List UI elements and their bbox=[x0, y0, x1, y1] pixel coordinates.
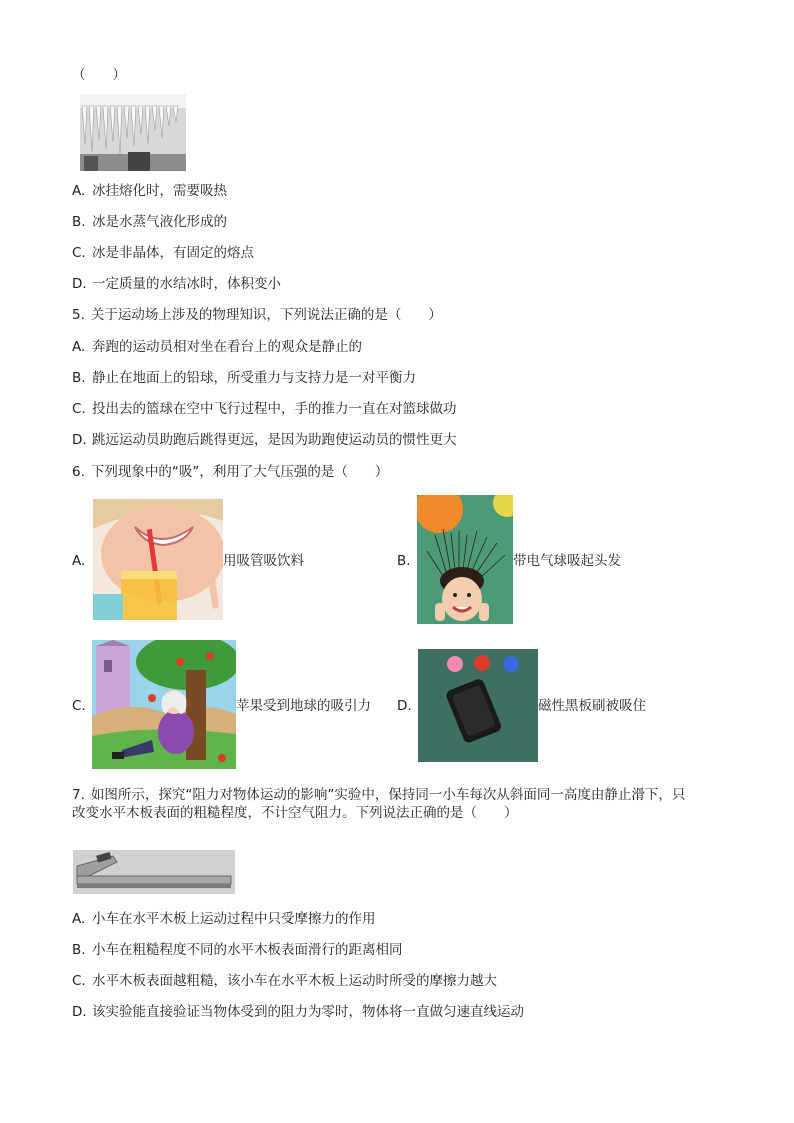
option-text: 投出去的篮球在空中飞行过程中，手的推力一直在对篮球做功 bbox=[92, 401, 457, 417]
option-text: 冰是非晶体，有固定的熔点 bbox=[92, 245, 254, 261]
option-text: 奔跑的运动员相对坐在看台上的观众是静止的 bbox=[92, 339, 362, 355]
q5-option-b[interactable] bbox=[72, 369, 416, 387]
straw-drink-photo[interactable] bbox=[93, 499, 223, 620]
option-text: 该实验能直接验证当物体受到的阻力为零时，物体将一直做匀速直线运动 bbox=[92, 1004, 524, 1020]
q5-option-c[interactable] bbox=[72, 400, 457, 418]
option-text: 冰是水蒸气液化形成的 bbox=[92, 214, 227, 230]
option-text: 小车在水平木板上运动过程中只受摩擦力的作用 bbox=[92, 911, 376, 927]
q7-option-a[interactable] bbox=[72, 910, 376, 928]
q7-stem bbox=[72, 786, 732, 822]
option-text: 一定质量的水结冰时，体积变小 bbox=[92, 276, 281, 292]
option-text: 跳远运动员助跑后跳得更远，是因为助跑使运动员的惯性更大 bbox=[92, 432, 457, 448]
q4-option-b[interactable] bbox=[72, 213, 227, 231]
q5-stem bbox=[72, 306, 442, 324]
question-text-line2: 改变水平木板表面的粗糙程度，不计空气阻力。下列说法正确的是（ ） bbox=[72, 805, 518, 821]
option-letter: D. bbox=[72, 276, 87, 292]
q4-option-d[interactable] bbox=[72, 275, 281, 293]
option-text: 冰挂熔化时，需要吸热 bbox=[92, 183, 227, 199]
q6-option-c-letter[interactable]: C. bbox=[72, 698, 86, 714]
q6-option-d-letter[interactable]: D. bbox=[397, 698, 412, 714]
question-number: 6. bbox=[72, 464, 85, 480]
option-letter: B. bbox=[72, 370, 86, 386]
magnetic-eraser-photo[interactable] bbox=[418, 649, 538, 762]
q6-option-a-letter[interactable]: A. bbox=[72, 553, 86, 569]
option-letter: A. bbox=[72, 911, 86, 927]
q5-option-d[interactable] bbox=[72, 431, 457, 449]
option-letter: B. bbox=[72, 942, 86, 958]
q6-option-c-caption: 苹果受到地球的吸引力 bbox=[236, 698, 371, 714]
icicle-photo bbox=[80, 94, 186, 171]
q7-option-c[interactable] bbox=[72, 972, 497, 990]
option-letter: C. bbox=[72, 973, 86, 989]
q6-option-b-letter[interactable]: B. bbox=[397, 553, 411, 569]
question-text: 关于运动场上涉及的物理知识，下列说法正确的是（ ） bbox=[90, 307, 442, 323]
option-letter: A. bbox=[72, 339, 86, 355]
q7-option-d[interactable] bbox=[72, 1003, 524, 1021]
balloon-hair-photo[interactable] bbox=[417, 495, 513, 624]
question-text-line1: 如图所示，探究“阻力对物体运动的影响”实验中，保持同一小车每次从斜面同一高度由静止滑下，只 bbox=[90, 787, 686, 803]
q5-option-a[interactable] bbox=[72, 338, 362, 356]
q4-option-a[interactable] bbox=[72, 182, 227, 200]
option-letter: C. bbox=[72, 245, 86, 261]
question-number: 7. bbox=[72, 787, 85, 803]
option-text: 水平木板表面越粗糙，该小车在水平木板上运动时所受的摩擦力越大 bbox=[92, 973, 497, 989]
q7-option-b[interactable] bbox=[72, 941, 403, 959]
option-letter: C. bbox=[72, 401, 86, 417]
q6-stem bbox=[72, 463, 388, 481]
option-text: 静止在地面上的铅球，所受重力与支持力是一对平衡力 bbox=[92, 370, 416, 386]
option-letter: D. bbox=[72, 1004, 87, 1020]
q6-option-d-caption: 磁性黑板刷被吸住 bbox=[538, 698, 646, 714]
q6-option-b-caption: 带电气球吸起头发 bbox=[513, 553, 621, 569]
question-number: 5. bbox=[72, 307, 85, 323]
newton-apple-cartoon[interactable] bbox=[92, 640, 236, 769]
option-letter: D. bbox=[72, 432, 87, 448]
q4-stem-tail: （ ） bbox=[72, 67, 126, 83]
q4-option-c[interactable] bbox=[72, 244, 254, 262]
option-letter: B. bbox=[72, 214, 86, 230]
option-text: 小车在粗糙程度不同的水平木板表面滑行的距离相同 bbox=[92, 942, 403, 958]
q6-option-a-caption: 用吸管吸饮料 bbox=[223, 553, 304, 569]
question-text: 下列现象中的“吸”，利用了大气压强的是（ ） bbox=[90, 464, 389, 480]
option-letter: A. bbox=[72, 183, 86, 199]
ramp-cart-diagram bbox=[73, 850, 235, 894]
